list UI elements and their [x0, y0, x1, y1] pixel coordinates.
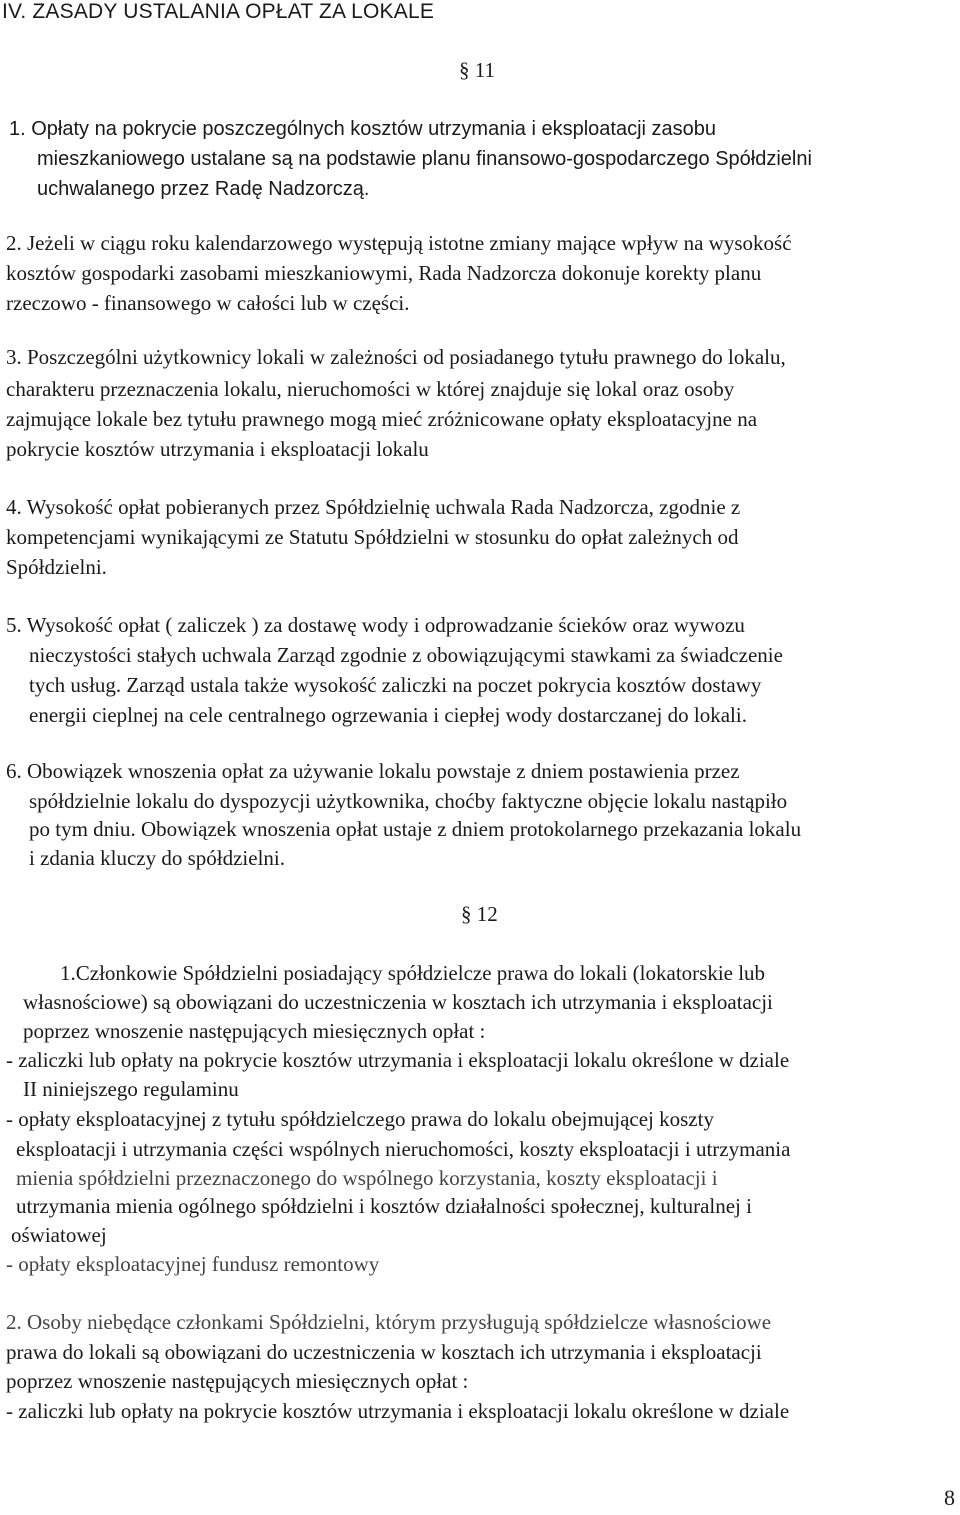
s12-p1-line-11: - opłaty eksploatacyjnej fundusz remontowy — [6, 1252, 380, 1276]
s11-p1-line-3: uchwalanego przez Radę Nadzorczą. — [37, 178, 370, 200]
s11-p6-line-3: po tym dniu. Obowiązek wnoszenia opłat ustaje z dniem protokolarnego przekazania lokalu — [29, 817, 802, 841]
s11-p5-line-1: 5. Wysokość opłat ( zaliczek ) za dostawę wody i odprowadzanie ścieków oraz wywozu — [6, 613, 745, 637]
s11-p6-line-4: i zdania kluczy do spółdzielni. — [29, 846, 286, 870]
s12-p1-line-1: 1.Członkowie Spółdzielni posiadający spółdzielcze prawa do lokali (lokatorskie lub — [60, 961, 766, 985]
s11-p3-line-3: zajmujące lokale bez tytułu prawnego mogą mieć zróżnicowane opłaty eksploatacyjne na — [6, 407, 758, 431]
section-11-mark: § 11 — [459, 58, 495, 82]
s11-p4-line-3: Spółdzielni. — [6, 555, 107, 579]
s11-p5-line-2: nieczystości stałych uchwala Zarząd zgodnie z obowiązującymi stawkami za świadczenie — [29, 643, 783, 667]
s12-p1-line-4: - zaliczki lub opłaty na pokrycie kosztów utrzymania i eksploatacji lokalu określone w dziale — [6, 1048, 790, 1072]
s12-p1-line-7: eksploatacji i utrzymania części wspólnych nieruchomości, koszty eksploatacji i utrzymania — [16, 1137, 791, 1161]
s11-p3-line-4: pokrycie kosztów utrzymania i eksploatacji lokalu — [6, 437, 429, 461]
s12-p1-line-5: II niniejszego regulaminu — [23, 1077, 239, 1101]
s12-p1-line-10: oświatowej — [11, 1223, 107, 1247]
s11-p3-line-1: 3. Poszczególni użytkownicy lokali w zależności od posiadanego tytułu prawnego do lokalu, — [6, 345, 786, 369]
s11-p2-line-1: 2. Jeżeli w ciągu roku kalendarzowego występują istotne zmiany mające wpływ na wysokość — [6, 231, 792, 255]
s11-p1-line-2: mieszkaniowego ustalane są na podstawie planu finansowo-gospodarczego Spółdzielni — [37, 148, 812, 170]
s11-p3-line-2: charakteru przeznaczenia lokalu, nieruchomości w której znajduje się lokal oraz osoby — [6, 377, 735, 401]
section-12-mark: § 12 — [461, 902, 498, 926]
s12-p1-line-9: utrzymania mienia ogólnego spółdzielni i kosztów działalności społecznej, kulturalnej i — [16, 1194, 752, 1218]
s11-p4-line-2: kompetencjami wynikającymi ze Statutu Spółdzielni w stosunku do opłat zależnych od — [6, 525, 739, 549]
s12-p2-line-3: poprzez wnoszenie następujących miesięcznych opłat : — [6, 1369, 469, 1393]
s11-p1-line-1: 1. Opłaty na pokrycie poszczególnych kosztów utrzymania i eksploatacji zasobu — [9, 118, 717, 140]
s12-p1-line-6: - opłaty eksploatacyjnej z tytułu spółdzielczego prawa do lokalu obejmującej koszty — [6, 1107, 714, 1131]
s11-p6-line-1: 6. Obowiązek wnoszenia opłat za używanie lokalu powstaje z dniem postawienia przez — [6, 759, 740, 783]
s11-p5-line-4: energii cieplnej na cele centralnego ogrzewania i ciepłej wody dostarczanej do lokali. — [29, 703, 747, 727]
s12-p1-line-8: mienia spółdzielni przeznaczonego do wspólnego korzystania, koszty eksploatacji i — [16, 1166, 718, 1190]
chapter-heading: IV. ZASADY USTALANIA OPŁAT ZA LOKALE — [2, 0, 435, 23]
s11-p5-line-3: tych usług. Zarząd ustala także wysokość zaliczki na poczet pokrycia kosztów dostawy — [29, 673, 762, 697]
s12-p1-line-3: poprzez wnoszenie następujących miesięcznych opłat : — [23, 1019, 486, 1043]
s11-p4-line-1: 4. Wysokość opłat pobieranych przez Spółdzielnię uchwala Rada Nadzorcza, zgodnie z — [6, 495, 741, 519]
s12-p2-line-4: - zaliczki lub opłaty na pokrycie kosztów utrzymania i eksploatacji lokalu określone w dziale — [6, 1399, 790, 1423]
s11-p2-line-2: kosztów gospodarki zasobami mieszkaniowymi, Rada Nadzorcza dokonuje korekty planu — [6, 261, 762, 285]
s12-p1-line-2: własnościowe) są obowiązani do uczestniczenia w kosztach ich utrzymania i eksploatacji — [23, 990, 773, 1014]
s12-p2-line-2: prawa do lokali są obowiązani do uczestniczenia w kosztach ich utrzymania i eksploatacji — [6, 1340, 762, 1364]
page-number: 8 — [944, 1485, 955, 1510]
s11-p6-line-2: spółdzielnie lokalu do dyspozycji użytkownika, choćby faktyczne objęcie lokalu nastąpiło — [29, 789, 788, 813]
s12-p2-line-1: 2. Osoby niebędące członkami Spółdzielni, którym przysługują spółdzielcze własnościowe — [6, 1310, 772, 1334]
s11-p2-line-3: rzeczowo - finansowego w całości lub w części. — [6, 291, 410, 315]
